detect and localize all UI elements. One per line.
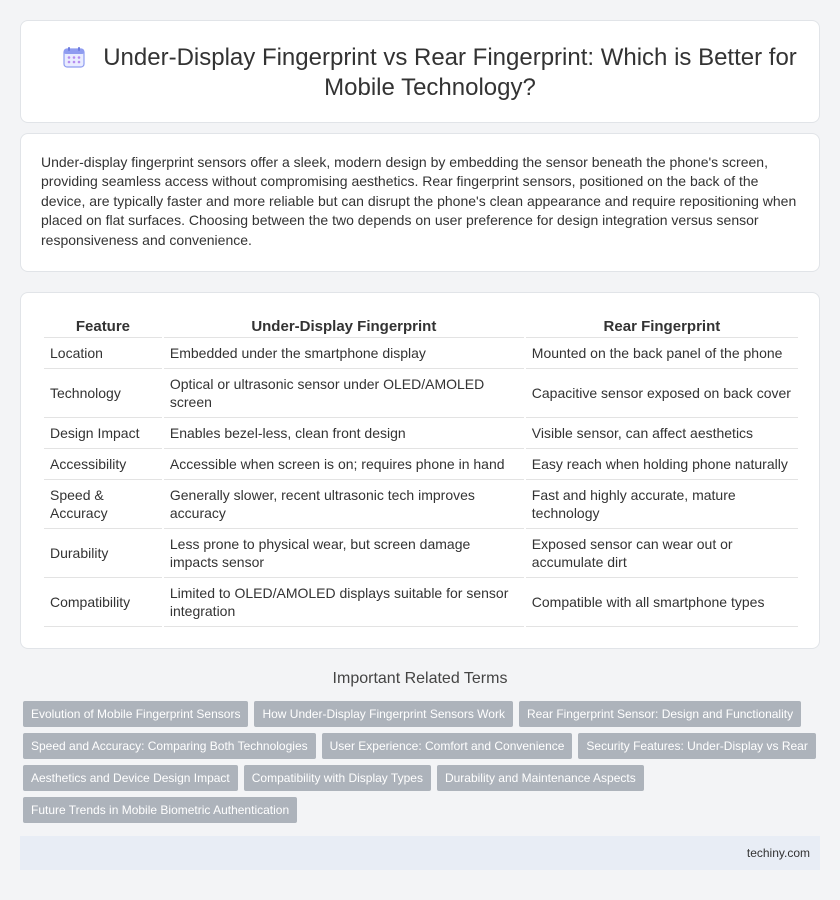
cell-under-display: Embedded under the smartphone display (164, 338, 524, 369)
header-rear: Rear Fingerprint (526, 316, 798, 338)
cell-under-display: Optical or ultrasonic sensor under OLED/AMOLED screen (164, 369, 524, 418)
cell-feature: Location (44, 338, 162, 369)
page-title (61, 43, 799, 103)
comparison-table (42, 316, 800, 627)
related-term-tag[interactable]: Speed and Accuracy: Comparing Both Technologies (23, 733, 316, 759)
table-row (44, 418, 798, 449)
table-row (44, 369, 798, 418)
table-row (44, 578, 798, 627)
related-term-tag[interactable]: Durability and Maintenance Aspects (437, 765, 644, 791)
page-title-text: Under-Display Fingerprint vs Rear Fingerprint: Which is Better for Mobile Technology? (103, 44, 797, 101)
cell-rear: Mounted on the back panel of the phone (526, 338, 798, 369)
cell-rear: Compatible with all smartphone types (526, 578, 798, 627)
cell-under-display: Accessible when screen is on; requires phone in hand (164, 449, 524, 480)
table-row (44, 338, 798, 369)
footer (20, 836, 820, 870)
cell-feature: Technology (44, 369, 162, 418)
header-feature: Feature (44, 316, 162, 338)
related-term-tag[interactable]: User Experience: Comfort and Convenience (322, 733, 573, 759)
related-term-tag[interactable]: How Under-Display Fingerprint Sensors Work (254, 701, 513, 727)
header-under-display: Under-Display Fingerprint (164, 316, 524, 338)
related-term-tag[interactable]: Future Trends in Mobile Biometric Authentication (23, 797, 297, 823)
cell-feature: Compatibility (44, 578, 162, 627)
table-row (44, 449, 798, 480)
table-row (44, 480, 798, 529)
footer-site-link[interactable]: techiny.com (746, 846, 810, 860)
intro-card (20, 133, 820, 272)
cell-feature: Design Impact (44, 418, 162, 449)
cell-feature: Accessibility (44, 449, 162, 480)
table-row (44, 529, 798, 578)
intro-paragraph: Under-display fingerprint sensors offer a sleek, modern design by embedding the sensor beneath the phone's screen, providing seamless access without compromising aesthetics. Rear fingerprint sensors, positioned on the back of the device, are typically faster and more reliable but can disrupt the phone's clean appearance and require repositioning when placed on flat surfaces. Choosing between the two depends on user preference for design integration versus sensor responsiveness and convenience. (41, 154, 797, 248)
related-terms-title: Important Related Terms (332, 670, 508, 687)
cell-rear: Fast and highly accurate, mature technology (526, 480, 798, 529)
cell-rear: Capacitive sensor exposed on back cover (526, 369, 798, 418)
related-term-tag[interactable]: Aesthetics and Device Design Impact (23, 765, 238, 791)
table-header-row (44, 316, 798, 338)
cell-feature: Speed & Accuracy (44, 480, 162, 529)
cell-rear: Exposed sensor can wear out or accumulate dirt (526, 529, 798, 578)
title-card (20, 20, 820, 123)
cell-rear: Easy reach when holding phone naturally (526, 449, 798, 480)
calendar-icon (63, 46, 85, 68)
cell-under-display: Generally slower, recent ultrasonic tech improves accuracy (164, 480, 524, 529)
cell-rear: Visible sensor, can affect aesthetics (526, 418, 798, 449)
comparison-table-card (20, 292, 820, 649)
cell-under-display: Less prone to physical wear, but screen damage impacts sensor (164, 529, 524, 578)
related-term-tag[interactable]: Compatibility with Display Types (244, 765, 431, 791)
related-term-tag[interactable]: Evolution of Mobile Fingerprint Sensors (23, 701, 248, 727)
related-term-tag[interactable]: Rear Fingerprint Sensor: Design and Functionality (519, 701, 801, 727)
cell-feature: Durability (44, 529, 162, 578)
cell-under-display: Enables bezel-less, clean front design (164, 418, 524, 449)
related-terms-list (23, 701, 818, 823)
cell-under-display: Limited to OLED/AMOLED displays suitable for sensor integration (164, 578, 524, 627)
related-term-tag[interactable]: Security Features: Under-Display vs Rear (578, 733, 815, 759)
